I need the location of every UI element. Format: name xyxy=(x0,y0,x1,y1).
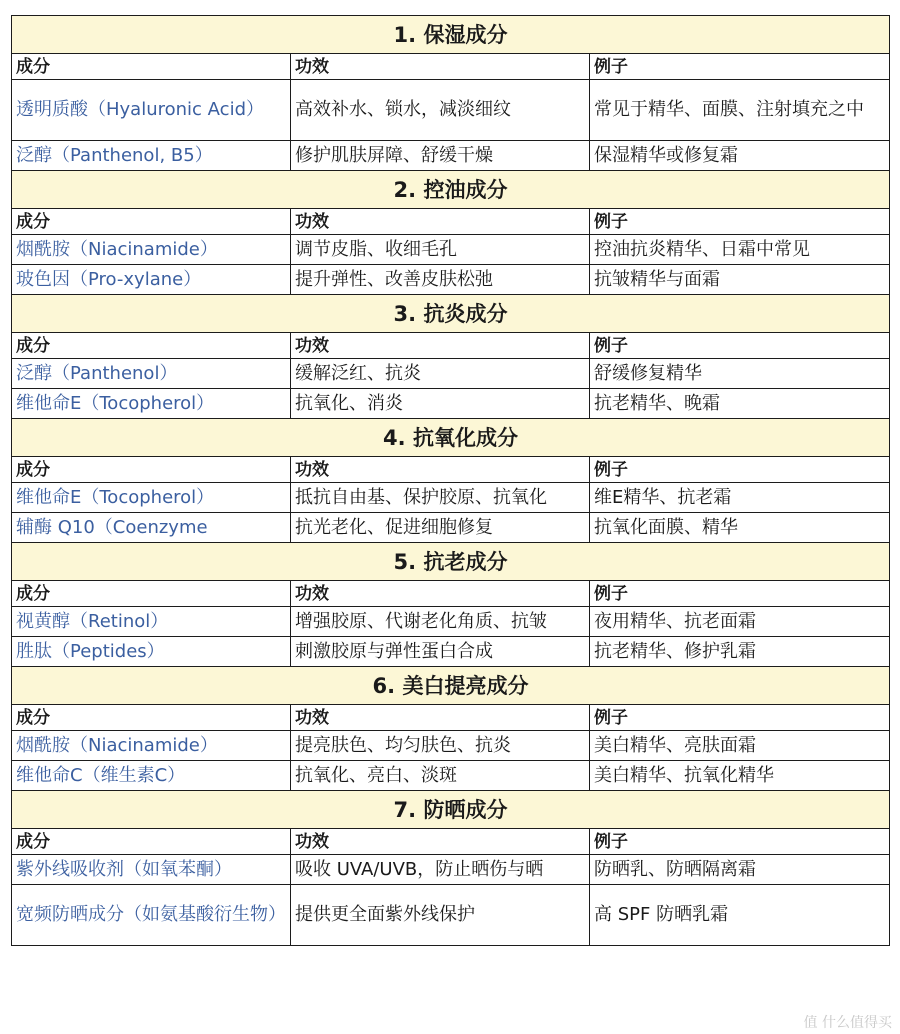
column-header: 成分 xyxy=(12,457,291,483)
table-row xyxy=(12,483,890,513)
effect-cell: 抗光老化、促进细胞修复 xyxy=(291,513,590,543)
example-cell: 美白精华、亮肤面霜 xyxy=(590,731,890,761)
example-cell: 舒缓修复精华 xyxy=(590,359,890,389)
example-cell: 抗老精华、修护乳霜 xyxy=(590,637,890,667)
column-header-row xyxy=(12,829,890,855)
column-header: 成分 xyxy=(12,705,291,731)
table-row xyxy=(12,607,890,637)
example-cell: 美白精华、抗氧化精华 xyxy=(590,761,890,791)
example-cell: 控油抗炎精华、日霜中常见 xyxy=(590,235,890,265)
ingredients-table-container xyxy=(11,15,889,946)
effect-cell: 提供更全面紫外线保护 xyxy=(291,885,590,946)
column-header-row xyxy=(12,705,890,731)
ingredient-cell: 辅酶 Q10（Coenzyme xyxy=(12,513,291,543)
table-row xyxy=(12,513,890,543)
column-header: 功效 xyxy=(291,333,590,359)
table-row xyxy=(12,141,890,171)
effect-cell: 提亮肤色、均匀肤色、抗炎 xyxy=(291,731,590,761)
effect-cell: 刺激胶原与弹性蛋白合成 xyxy=(291,637,590,667)
column-header: 功效 xyxy=(291,54,590,80)
ingredients-table xyxy=(11,15,890,946)
section-title-row xyxy=(12,16,890,54)
example-cell: 防晒乳、防晒隔离霜 xyxy=(590,855,890,885)
section-title: 4. 抗氧化成分 xyxy=(12,419,890,457)
ingredient-cell: 泛醇（Panthenol, B5） xyxy=(12,141,291,171)
table-row xyxy=(12,761,890,791)
effect-cell: 抗氧化、亮白、淡斑 xyxy=(291,761,590,791)
column-header: 例子 xyxy=(590,457,890,483)
column-header: 例子 xyxy=(590,829,890,855)
column-header: 功效 xyxy=(291,209,590,235)
example-cell: 抗老精华、晚霜 xyxy=(590,389,890,419)
example-cell: 抗皱精华与面霜 xyxy=(590,265,890,295)
section-title: 5. 抗老成分 xyxy=(12,543,890,581)
section-title-row xyxy=(12,171,890,209)
section-title: 7. 防晒成分 xyxy=(12,791,890,829)
section-title: 2. 控油成分 xyxy=(12,171,890,209)
ingredient-cell: 烟酰胺（Niacinamide） xyxy=(12,235,291,265)
example-cell: 常见于精华、面膜、注射填充之中 xyxy=(590,80,890,141)
effect-cell: 吸收 UVA/UVB，防止晒伤与晒 xyxy=(291,855,590,885)
effect-cell: 缓解泛红、抗炎 xyxy=(291,359,590,389)
column-header: 例子 xyxy=(590,209,890,235)
ingredient-cell: 维他命E（Tocopherol） xyxy=(12,389,291,419)
section-title-row xyxy=(12,419,890,457)
column-header-row xyxy=(12,333,890,359)
section-title-row xyxy=(12,667,890,705)
column-header: 成分 xyxy=(12,581,291,607)
effect-cell: 提升弹性、改善皮肤松弛 xyxy=(291,265,590,295)
ingredient-cell: 烟酰胺（Niacinamide） xyxy=(12,731,291,761)
column-header: 例子 xyxy=(590,581,890,607)
ingredient-cell: 紫外线吸收剂（如氧苯酮） xyxy=(12,855,291,885)
column-header-row xyxy=(12,457,890,483)
effect-cell: 抵抗自由基、保护胶原、抗氧化 xyxy=(291,483,590,513)
section-title-row xyxy=(12,791,890,829)
effect-cell: 修护肌肤屏障、舒缓干燥 xyxy=(291,141,590,171)
effect-cell: 增强胶原、代谢老化角质、抗皱 xyxy=(291,607,590,637)
ingredient-cell: 宽频防晒成分（如氨基酸衍生物） xyxy=(12,885,291,946)
column-header: 成分 xyxy=(12,333,291,359)
effect-cell: 抗氧化、消炎 xyxy=(291,389,590,419)
column-header: 功效 xyxy=(291,705,590,731)
table-row xyxy=(12,855,890,885)
effect-cell: 调节皮脂、收细毛孔 xyxy=(291,235,590,265)
table-row xyxy=(12,389,890,419)
example-cell: 维E精华、抗老霜 xyxy=(590,483,890,513)
ingredient-cell: 视黄醇（Retinol） xyxy=(12,607,291,637)
column-header: 例子 xyxy=(590,54,890,80)
section-title-row xyxy=(12,543,890,581)
table-row xyxy=(12,637,890,667)
table-row xyxy=(12,885,890,946)
column-header: 成分 xyxy=(12,54,291,80)
column-header-row xyxy=(12,209,890,235)
ingredient-cell: 胜肽（Peptides） xyxy=(12,637,291,667)
ingredient-cell: 透明质酸（Hyaluronic Acid） xyxy=(12,80,291,141)
example-cell: 高 SPF 防晒乳霜 xyxy=(590,885,890,946)
table-row xyxy=(12,80,890,141)
table-row xyxy=(12,731,890,761)
section-title: 6. 美白提亮成分 xyxy=(12,667,890,705)
section-title: 1. 保湿成分 xyxy=(12,16,890,54)
watermark: 值 什么值得买 xyxy=(803,1015,892,1031)
example-cell: 夜用精华、抗老面霜 xyxy=(590,607,890,637)
section-title: 3. 抗炎成分 xyxy=(12,295,890,333)
column-header-row xyxy=(12,581,890,607)
table-row xyxy=(12,359,890,389)
ingredient-cell: 玻色因（Pro-xylane） xyxy=(12,265,291,295)
effect-cell: 高效补水、锁水，减淡细纹 xyxy=(291,80,590,141)
ingredient-cell: 维他命C（维生素C） xyxy=(12,761,291,791)
column-header: 功效 xyxy=(291,457,590,483)
column-header: 成分 xyxy=(12,209,291,235)
column-header: 例子 xyxy=(590,705,890,731)
column-header-row xyxy=(12,54,890,80)
column-header: 例子 xyxy=(590,333,890,359)
example-cell: 保湿精华或修复霜 xyxy=(590,141,890,171)
ingredient-cell: 泛醇（Panthenol） xyxy=(12,359,291,389)
ingredient-cell: 维他命E（Tocopherol） xyxy=(12,483,291,513)
example-cell: 抗氧化面膜、精华 xyxy=(590,513,890,543)
column-header: 成分 xyxy=(12,829,291,855)
table-row xyxy=(12,235,890,265)
table-row xyxy=(12,265,890,295)
section-title-row xyxy=(12,295,890,333)
column-header: 功效 xyxy=(291,829,590,855)
column-header: 功效 xyxy=(291,581,590,607)
